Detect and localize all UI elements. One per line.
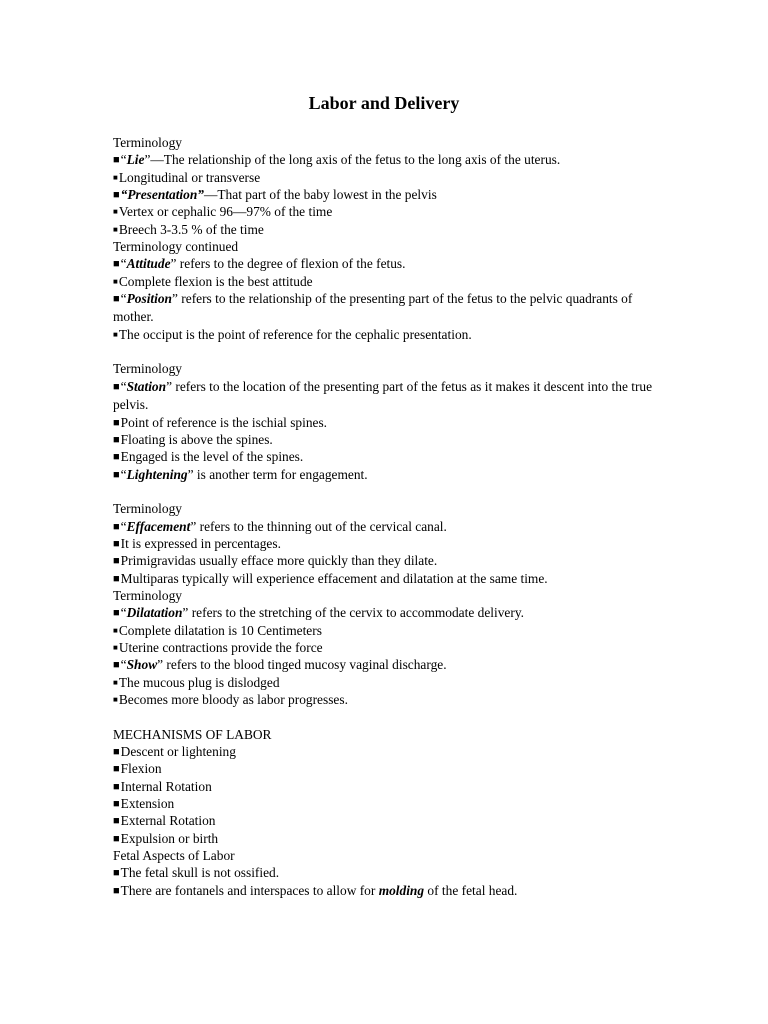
bullet-icon: ■ (113, 433, 120, 446)
list-item: ■Internal Rotation (113, 778, 673, 795)
list-item: ■The mucous plug is dislodged (113, 674, 280, 690)
keyword: Lie (126, 152, 145, 168)
bullet-icon: ■ (113, 189, 120, 202)
bullet-icon: ■ (113, 468, 120, 481)
bullet-icon: ■ (113, 380, 120, 393)
bullet-icon: ■ (113, 276, 118, 286)
keyword: Dilatation (126, 605, 183, 621)
bullet-icon: ■ (113, 258, 120, 271)
section-heading: Terminology (113, 501, 182, 517)
bullet-icon: ■ (113, 520, 120, 533)
list-item: ■The occiput is the point of reference for the cephalic presentation. (113, 326, 472, 342)
bullet-icon: ■ (113, 207, 118, 217)
list-item: ■Engaged is the level of the spines. (113, 448, 673, 465)
list-item: ■“Station” refers to the location of the presenting part of the fetus as it makes it descent into the true pelvis. (113, 378, 653, 413)
list-item: ■External Rotation (113, 812, 673, 829)
list-item: ■Floating is above the spines. (113, 431, 673, 448)
spacer (113, 343, 673, 360)
bullet-icon: ■ (113, 832, 120, 845)
list-item: ■Multiparas typically will experience effacement and dilatation at the same time. (113, 570, 673, 587)
spacer (113, 708, 673, 725)
section-heading: Terminology (113, 135, 182, 150)
document-body (113, 134, 673, 899)
list-item: ■The fetal skull is not ossified. (113, 864, 673, 881)
list-item: ■“Dilatation” refers to the stretching of the cervix to accommodate delivery. (113, 604, 673, 621)
list-item: ■Point of reference is the ischial spines. (113, 414, 673, 431)
list-item: ■Primigravidas usually efface more quickly than they dilate. (113, 552, 673, 569)
list-item: ■Extension (113, 795, 673, 812)
bullet-icon: ■ (113, 329, 118, 339)
section-heading: Terminology (113, 587, 182, 603)
bullet-icon: ■ (113, 416, 120, 429)
section-heading: Fetal Aspects of Labor (113, 848, 235, 864)
list-item: ■“Show” refers to the blood tinged mucosy vaginal discharge. (113, 656, 673, 673)
list-item: ■Expulsion or birth (113, 830, 673, 847)
bullet-icon: ■ (113, 695, 118, 704)
list-item: ■It is expressed in percentages. (113, 535, 673, 552)
section-heading: MECHANISMS OF LABOR (113, 726, 272, 742)
list-item: ■Uterine contractions provide the force (113, 639, 323, 655)
bullet-icon: ■ (113, 815, 120, 828)
section-heading: Terminology (113, 361, 182, 377)
keyword: Effacement (126, 518, 191, 534)
bullet-icon: ■ (113, 642, 118, 652)
list-item: ■There are fontanels and interspaces to allow for molding of the fetal head. (113, 882, 673, 899)
bullet-icon: ■ (113, 763, 120, 776)
bullet-icon: ■ (113, 798, 120, 811)
keyword: Station (126, 378, 167, 394)
bullet-icon: ■ (113, 780, 120, 793)
list-item: ■Complete flexion is the best attitude (113, 273, 313, 289)
bullet-icon: ■ (113, 677, 118, 687)
list-item: ■“Lie”—The relationship of the long axis of the fetus to the long axis of the uterus. (113, 151, 673, 168)
list-item: ■“Lightening” is another term for engagement. (113, 466, 673, 483)
list-item: ■Longitudinal or transverse (113, 169, 261, 185)
bullet-icon: ■ (113, 555, 120, 568)
keyword: Lightening (126, 466, 188, 482)
list-item: ■Becomes more bloody as labor progresses. (113, 692, 348, 707)
keyword: Attitude (126, 256, 171, 272)
spacer (113, 483, 673, 500)
bullet-icon: ■ (113, 451, 120, 464)
list-item: ■Flexion (113, 760, 673, 777)
list-item: ■Vertex or cephalic 96—97% of the time (113, 204, 333, 220)
bullet-icon: ■ (113, 154, 120, 167)
bullet-icon: ■ (113, 572, 120, 585)
bullet-icon: ■ (113, 293, 120, 306)
bullet-icon: ■ (113, 224, 118, 234)
keyword: Show (126, 657, 158, 673)
list-item: ■“Effacement” refers to the thinning out of the cervical canal. (113, 518, 673, 535)
bullet-icon: ■ (113, 884, 120, 897)
list-item: ■“Position” refers to the relationship of the presenting part of the fetus to the pelvic quadrants of mother. (113, 291, 633, 325)
bullet-icon: ■ (113, 172, 118, 182)
bullet-icon: ■ (113, 607, 120, 620)
list-item: ■“Presentation”—That part of the baby lowest in the pelvis (113, 186, 673, 203)
list-item: ■“Attitude” refers to the degree of flexion of the fetus. (113, 255, 673, 272)
list-item: ■Descent or lightening (113, 743, 673, 760)
bullet-icon: ■ (113, 537, 120, 550)
document-title: Labor and Delivery (308, 93, 460, 113)
keyword: Position (126, 291, 172, 307)
list-item: ■Breech 3-3.5 % of the time (113, 221, 264, 237)
bullet-icon: ■ (113, 659, 120, 672)
list-item: ■Complete dilatation is 10 Centimeters (113, 622, 322, 638)
keyword: “Presentation” (120, 187, 204, 203)
bullet-icon: ■ (113, 625, 118, 635)
keyword: molding (378, 882, 425, 898)
bullet-icon: ■ (113, 746, 120, 759)
section-heading: Terminology continued (113, 239, 239, 255)
bullet-icon: ■ (113, 867, 120, 880)
